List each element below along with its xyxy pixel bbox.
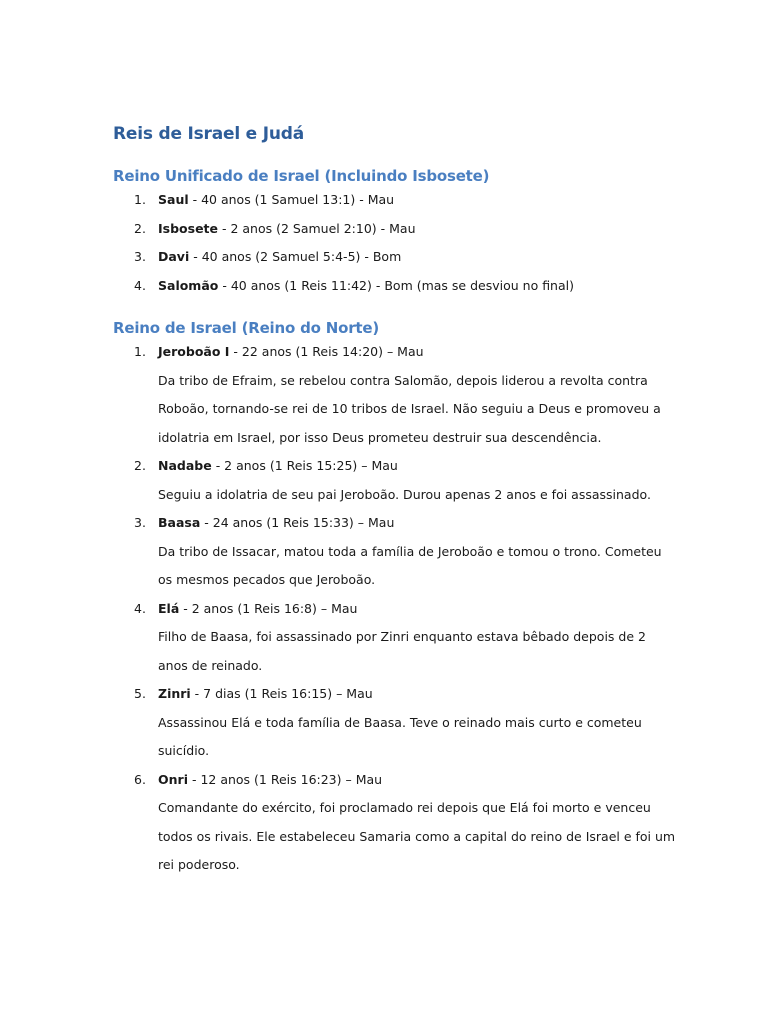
king-name: Salomão (158, 277, 219, 293)
list-item (0, 243, 768, 272)
item-entry (158, 338, 424, 367)
item-number: 5. (134, 686, 146, 701)
item-description: Comandante do exército, foi proclamado rei depois que Elá foi morto e venceu (158, 800, 651, 815)
king-name: Baasa (158, 515, 201, 530)
item-description: suicídio. (158, 743, 210, 758)
item-description: Assassinou Elá e toda família de Baasa. Teve o reinado mais curto e cometeu (158, 714, 642, 730)
king-detail: - 7 dias (1 Reis 16:15) – Mau (190, 686, 373, 701)
section-heading-unified-kingdom: Reino Unificado de Israel (Incluindo Isbosete) (113, 167, 490, 185)
item-number: 4. (134, 600, 146, 616)
item-number: 1. (134, 192, 146, 207)
item-entry (158, 272, 574, 301)
king-name: Onri (158, 771, 188, 787)
item-entry (158, 186, 394, 215)
item-entry (158, 595, 357, 624)
item-number: 4. (134, 277, 146, 293)
king-name: Isbosete (158, 220, 218, 236)
king-detail: - 40 anos (2 Samuel 5:4-5) - Bom (189, 249, 402, 264)
item-number: 2. (134, 220, 146, 236)
list-item (0, 509, 768, 595)
item-number: 3. (134, 249, 146, 264)
item-number: 2. (134, 458, 146, 473)
item-entry (158, 215, 416, 244)
king-name: Jeroboão I (158, 344, 230, 359)
list-item (0, 272, 768, 301)
item-description: Da tribo de Efraim, se rebelou contra Salomão, depois liderou a revolta contra (158, 372, 648, 388)
item-description: os mesmos pecados que Jeroboão. (158, 572, 376, 587)
item-description: idolatria em Israel, por isso Deus prometeu destruir sua descendência. (158, 429, 602, 445)
item-number: 1. (134, 344, 146, 359)
list-item (0, 766, 768, 880)
king-detail: - 2 anos (1 Reis 15:25) – Mau (211, 458, 398, 473)
king-name: Davi (158, 249, 190, 264)
item-description: Roboão, tornando-se rei de 10 tribos de Israel. Não seguiu a Deus e promoveu a (158, 401, 661, 416)
item-description: rei poderoso. (158, 857, 240, 872)
item-description: Filho de Baasa, foi assassinado por Zinri enquanto estava bêbado depois de 2 (158, 629, 646, 644)
item-number: 3. (134, 515, 146, 530)
list-item (0, 215, 768, 244)
king-name: Nadabe (158, 458, 212, 473)
northern-kingdom-list (0, 338, 768, 880)
item-entry (158, 243, 401, 272)
king-name: Zinri (158, 686, 191, 701)
item-description: todos os rivais. Ele estabeleceu Samaria como a capital do reino de Israel e foi um (158, 828, 676, 844)
item-number: 6. (134, 771, 146, 787)
item-entry (158, 509, 394, 538)
section-heading-northern-kingdom: Reino de Israel (Reino do Norte) (113, 319, 380, 337)
king-name: Saul (158, 192, 189, 207)
item-entry (158, 452, 398, 481)
king-detail: - 2 anos (2 Samuel 2:10) - Mau (218, 220, 416, 236)
list-item (0, 595, 768, 681)
item-description: Seguiu a idolatria de seu pai Jeroboão. Durou apenas 2 anos e foi assassinado. (158, 486, 651, 502)
list-item (0, 452, 768, 509)
king-name: Elá (158, 600, 180, 616)
item-description: Da tribo de Issacar, matou toda a família de Jeroboão e tomou o trono. Cometeu (158, 543, 662, 559)
item-entry (158, 766, 382, 795)
list-item (0, 680, 768, 766)
king-detail: - 40 anos (1 Reis 11:42) - Bom (mas se desviou no final) (218, 277, 574, 293)
page-title: Reis de Israel e Judá (113, 124, 304, 144)
item-entry (158, 680, 373, 709)
king-detail: - 12 anos (1 Reis 16:23) – Mau (187, 771, 383, 787)
unified-kingdom-list (0, 186, 768, 300)
king-detail: - 40 anos (1 Samuel 13:1) - Mau (188, 192, 395, 207)
king-detail: - 24 anos (1 Reis 15:33) – Mau (200, 515, 395, 530)
item-description: anos de reinado. (158, 657, 263, 673)
king-detail: - 22 anos (1 Reis 14:20) – Mau (229, 344, 424, 359)
list-item (0, 186, 768, 215)
king-detail: - 2 anos (1 Reis 16:8) – Mau (179, 600, 358, 616)
list-item (0, 338, 768, 452)
